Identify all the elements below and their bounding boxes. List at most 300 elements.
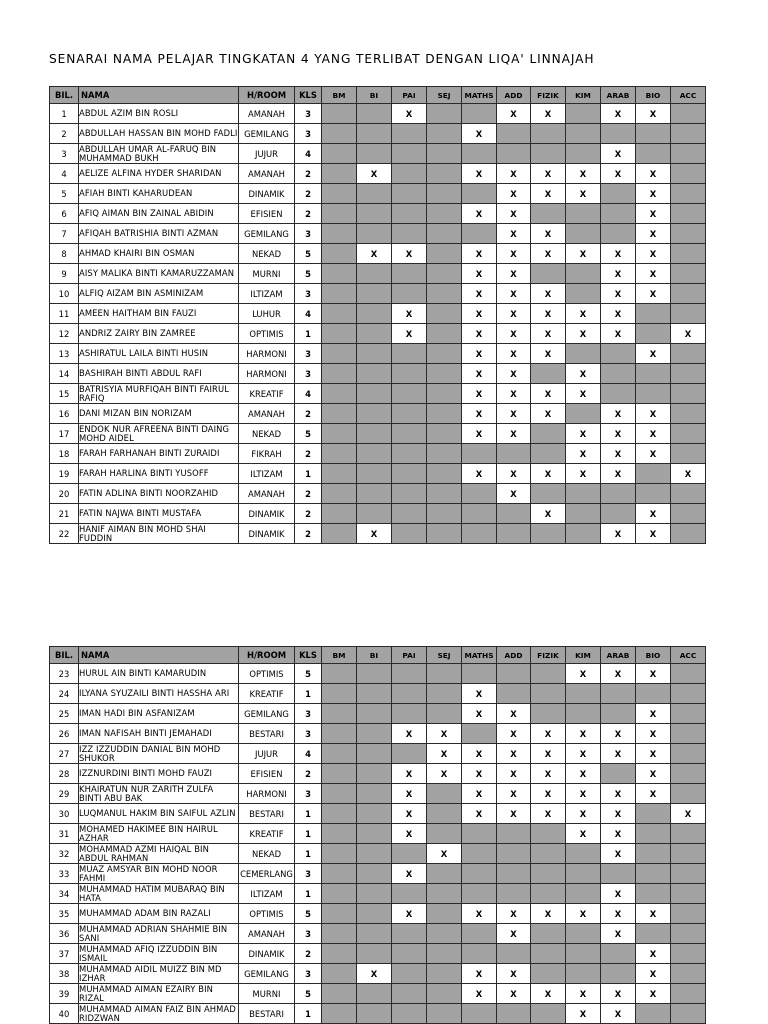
cell-sej: [427, 504, 462, 524]
cell-bio: [636, 684, 671, 704]
cell-kim: [566, 284, 601, 304]
cell-arab: X: [601, 844, 636, 864]
cell-acc: [671, 444, 706, 464]
cell-acc: [671, 704, 706, 724]
cell-bm: [322, 964, 357, 984]
cell-add: X: [497, 484, 531, 504]
cell-bio: X: [636, 404, 671, 424]
row-nama: FATIN ADLINA BINTI NOORZAHID: [79, 484, 239, 504]
cell-bi: [357, 504, 392, 524]
cell-arab: [601, 764, 636, 784]
row-room: GEMILANG: [239, 704, 295, 724]
cell-kim: X: [566, 464, 601, 484]
cell-acc: [671, 164, 706, 184]
cell-bm: [322, 684, 357, 704]
cell-kim: [566, 504, 601, 524]
cell-fizik: X: [531, 164, 566, 184]
row-room: GEMILANG: [239, 964, 295, 984]
cell-fizik: [531, 204, 566, 224]
table-row: [50, 244, 706, 264]
table-row: [50, 344, 706, 364]
cell-acc: [671, 184, 706, 204]
header-subject-arab: ARAB: [601, 647, 636, 664]
row-room: NEKAD: [239, 424, 295, 444]
row-bil: 33: [50, 864, 79, 884]
cell-arab: [601, 484, 636, 504]
row-kls: 2: [295, 504, 322, 524]
row-room: FIKRAH: [239, 444, 295, 464]
cell-bm: [322, 804, 357, 824]
cell-bm: [322, 264, 357, 284]
cell-add: X: [497, 404, 531, 424]
cell-acc: [671, 984, 706, 1004]
table-row: [50, 304, 706, 324]
table-row: [50, 984, 706, 1004]
cell-maths: X: [462, 464, 497, 484]
cell-kim: [566, 944, 601, 964]
cell-fizik: X: [531, 284, 566, 304]
cell-arab: [601, 964, 636, 984]
table-row: [50, 884, 706, 904]
row-nama: ASHIRATUL LAILA BINTI HUSIN: [79, 344, 239, 364]
table-row: [50, 464, 706, 484]
header-subject-pai: PAI: [392, 87, 427, 104]
cell-bi: X: [357, 244, 392, 264]
table-row: [50, 364, 706, 384]
cell-add: X: [497, 924, 531, 944]
row-kls: 1: [295, 324, 322, 344]
cell-bm: [322, 104, 357, 124]
header-subject-acc: ACC: [671, 87, 706, 104]
cell-acc: [671, 204, 706, 224]
header-subject-bm: BM: [322, 87, 357, 104]
table-row: [50, 944, 706, 964]
row-nama: BASHIRAH BINTI ABDUL RAFI: [79, 364, 239, 384]
cell-sej: [427, 784, 462, 804]
table-row: [50, 284, 706, 304]
row-bil: 26: [50, 724, 79, 744]
cell-sej: X: [427, 844, 462, 864]
cell-fizik: [531, 844, 566, 864]
row-bil: 39: [50, 984, 79, 1004]
cell-fizik: [531, 424, 566, 444]
cell-bi: [357, 204, 392, 224]
cell-arab: X: [601, 104, 636, 124]
cell-add: X: [497, 264, 531, 284]
cell-add: X: [497, 284, 531, 304]
row-kls: 2: [295, 444, 322, 464]
cell-sej: [427, 184, 462, 204]
cell-acc: [671, 404, 706, 424]
row-kls: 3: [295, 344, 322, 364]
cell-maths: X: [462, 284, 497, 304]
row-nama: ANDRIZ ZAIRY BIN ZAMREE: [79, 324, 239, 344]
cell-kim: X: [566, 304, 601, 324]
row-kls: 1: [295, 1004, 322, 1024]
row-bil: 18: [50, 444, 79, 464]
table-row: [50, 664, 706, 684]
table-row: [50, 864, 706, 884]
cell-bi: [357, 1004, 392, 1024]
cell-arab: X: [601, 884, 636, 904]
header-subject-bio: BIO: [636, 647, 671, 664]
row-room: GEMILANG: [239, 224, 295, 244]
cell-sej: [427, 804, 462, 824]
cell-fizik: X: [531, 244, 566, 264]
cell-bm: [322, 504, 357, 524]
cell-bi: [357, 304, 392, 324]
row-kls: 5: [295, 424, 322, 444]
row-kls: 2: [295, 164, 322, 184]
table-row: [50, 824, 706, 844]
row-bil: 5: [50, 184, 79, 204]
cell-arab: X: [601, 404, 636, 424]
cell-kim: X: [566, 244, 601, 264]
cell-arab: X: [601, 304, 636, 324]
cell-sej: [427, 264, 462, 284]
cell-maths: [462, 444, 497, 464]
cell-add: [497, 864, 531, 884]
cell-fizik: [531, 264, 566, 284]
header-room: H/ROOM: [239, 87, 295, 104]
row-room: DINAMIK: [239, 944, 295, 964]
cell-fizik: [531, 144, 566, 164]
table-row: [50, 724, 706, 744]
header-subject-sej: SEJ: [427, 647, 462, 664]
row-bil: 11: [50, 304, 79, 324]
cell-maths: X: [462, 684, 497, 704]
cell-acc: [671, 104, 706, 124]
cell-acc: [671, 344, 706, 364]
cell-acc: [671, 884, 706, 904]
header-subject-maths: MATHS: [462, 87, 497, 104]
row-bil: 29: [50, 784, 79, 804]
cell-acc: [671, 504, 706, 524]
cell-sej: [427, 824, 462, 844]
row-kls: 3: [295, 964, 322, 984]
cell-sej: [427, 864, 462, 884]
cell-arab: X: [601, 284, 636, 304]
cell-bio: X: [636, 664, 671, 684]
cell-kim: X: [566, 1004, 601, 1024]
header-nama: NAMA: [79, 87, 239, 104]
header-subject-kim: KIM: [566, 87, 601, 104]
cell-acc: [671, 284, 706, 304]
cell-pai: X: [392, 904, 427, 924]
row-room: HARMONI: [239, 364, 295, 384]
table-header-row: [50, 87, 706, 104]
cell-arab: X: [601, 144, 636, 164]
row-bil: 20: [50, 484, 79, 504]
cell-fizik: X: [531, 784, 566, 804]
row-nama: ABDUL AZIM BIN ROSLI: [79, 104, 239, 124]
cell-sej: [427, 704, 462, 724]
cell-bi: [357, 784, 392, 804]
header-nama: NAMA: [79, 647, 239, 664]
cell-bi: [357, 824, 392, 844]
row-room: CEMERLANG: [239, 864, 295, 884]
cell-arab: [601, 384, 636, 404]
cell-sej: [427, 324, 462, 344]
header-subject-fizik: FIZIK: [531, 647, 566, 664]
cell-sej: [427, 404, 462, 424]
cell-add: X: [497, 204, 531, 224]
cell-sej: [427, 1004, 462, 1024]
header-kls: KLS: [295, 647, 322, 664]
cell-sej: [427, 524, 462, 544]
cell-pai: X: [392, 824, 427, 844]
row-room: NEKAD: [239, 844, 295, 864]
cell-acc: [671, 364, 706, 384]
cell-bio: X: [636, 764, 671, 784]
cell-bio: [636, 924, 671, 944]
cell-maths: [462, 224, 497, 244]
cell-fizik: [531, 444, 566, 464]
cell-fizik: X: [531, 984, 566, 1004]
cell-bi: [357, 764, 392, 784]
cell-kim: [566, 524, 601, 544]
cell-bio: [636, 1004, 671, 1024]
row-bil: 12: [50, 324, 79, 344]
row-bil: 25: [50, 704, 79, 724]
cell-acc: [671, 944, 706, 964]
cell-fizik: [531, 864, 566, 884]
row-bil: 14: [50, 364, 79, 384]
cell-arab: X: [601, 744, 636, 764]
cell-bio: X: [636, 244, 671, 264]
row-kls: 3: [295, 724, 322, 744]
row-bil: 15: [50, 384, 79, 404]
cell-sej: [427, 164, 462, 184]
cell-pai: [392, 224, 427, 244]
header-bil: BIL.: [50, 87, 79, 104]
cell-fizik: [531, 664, 566, 684]
cell-bm: [322, 884, 357, 904]
cell-bi: [357, 684, 392, 704]
cell-kim: X: [566, 664, 601, 684]
cell-bm: [322, 304, 357, 324]
cell-bm: [322, 444, 357, 464]
row-nama: MOHAMED HAKIMEE BIN HAIRUL AZHAR: [79, 824, 239, 844]
row-nama: AMEEN HAITHAM BIN FAUZI: [79, 304, 239, 324]
cell-arab: X: [601, 444, 636, 464]
cell-maths: X: [462, 764, 497, 784]
cell-bi: [357, 864, 392, 884]
row-bil: 40: [50, 1004, 79, 1024]
cell-bi: [357, 664, 392, 684]
cell-bi: [357, 144, 392, 164]
row-room: AMANAH: [239, 924, 295, 944]
table-row: [50, 324, 706, 344]
cell-add: [497, 944, 531, 964]
cell-bio: [636, 384, 671, 404]
table-row: [50, 384, 706, 404]
header-subject-sej: SEJ: [427, 87, 462, 104]
cell-sej: [427, 384, 462, 404]
cell-kim: X: [566, 324, 601, 344]
cell-fizik: [531, 124, 566, 144]
cell-bio: [636, 844, 671, 864]
row-kls: 2: [295, 204, 322, 224]
cell-pai: [392, 404, 427, 424]
cell-arab: X: [601, 424, 636, 444]
row-nama: ABDULLAH HASSAN BIN MOHD FADLI: [79, 124, 239, 144]
cell-bio: X: [636, 284, 671, 304]
cell-bi: [357, 364, 392, 384]
row-kls: 2: [295, 944, 322, 964]
cell-maths: X: [462, 324, 497, 344]
cell-bi: [357, 404, 392, 424]
row-nama: IMAN HADI BIN ASFANIZAM: [79, 704, 239, 724]
cell-bm: [322, 924, 357, 944]
cell-pai: [392, 164, 427, 184]
row-bil: 1: [50, 104, 79, 124]
row-kls: 4: [295, 384, 322, 404]
row-room: GEMILANG: [239, 124, 295, 144]
cell-add: [497, 664, 531, 684]
cell-bio: X: [636, 984, 671, 1004]
table-row: [50, 504, 706, 524]
cell-fizik: X: [531, 384, 566, 404]
cell-arab: [601, 684, 636, 704]
cell-fizik: X: [531, 324, 566, 344]
row-nama: AFIAH BINTI KAHARUDEAN: [79, 184, 239, 204]
cell-bi: [357, 324, 392, 344]
cell-pai: [392, 424, 427, 444]
cell-bio: X: [636, 424, 671, 444]
cell-pai: [392, 504, 427, 524]
row-room: AMANAH: [239, 404, 295, 424]
cell-maths: X: [462, 364, 497, 384]
cell-arab: X: [601, 984, 636, 1004]
cell-bm: [322, 944, 357, 964]
cell-pai: [392, 444, 427, 464]
table-row: [50, 704, 706, 724]
row-nama: FARAH HARLINA BINTI YUSOFF: [79, 464, 239, 484]
cell-fizik: [531, 884, 566, 904]
row-room: AMANAH: [239, 164, 295, 184]
row-bil: 31: [50, 824, 79, 844]
header-subject-bio: BIO: [636, 87, 671, 104]
cell-maths: [462, 504, 497, 524]
row-nama: AHMAD KHAIRI BIN OSMAN: [79, 244, 239, 264]
cell-arab: X: [601, 784, 636, 804]
row-kls: 3: [295, 104, 322, 124]
row-kls: 3: [295, 924, 322, 944]
cell-bio: X: [636, 904, 671, 924]
cell-arab: [601, 944, 636, 964]
header-subject-acc: ACC: [671, 647, 706, 664]
cell-maths: X: [462, 164, 497, 184]
cell-bm: [322, 904, 357, 924]
cell-sej: [427, 884, 462, 904]
cell-acc: [671, 264, 706, 284]
row-nama: MUHAMMAD AIMAN FAIZ BIN AHMAD RIDZWAN: [79, 1004, 239, 1024]
cell-pai: [392, 744, 427, 764]
cell-arab: X: [601, 804, 636, 824]
table-row: [50, 784, 706, 804]
row-bil: 7: [50, 224, 79, 244]
row-kls: 3: [295, 284, 322, 304]
cell-bi: [357, 424, 392, 444]
row-nama: AFIQ AIMAN BIN ZAINAL ABIDIN: [79, 204, 239, 224]
row-kls: 3: [295, 364, 322, 384]
cell-add: X: [497, 224, 531, 244]
cell-pai: X: [392, 764, 427, 784]
cell-add: X: [497, 424, 531, 444]
row-nama: FARAH FARHANAH BINTI ZURAIDI: [79, 444, 239, 464]
cell-maths: [462, 184, 497, 204]
row-room: AMANAH: [239, 104, 295, 124]
cell-bi: [357, 284, 392, 304]
row-nama: MUHAMMAD ADRIAN SHAHMIE BIN SANI: [79, 924, 239, 944]
row-kls: 5: [295, 264, 322, 284]
cell-kim: X: [566, 424, 601, 444]
cell-bm: [322, 404, 357, 424]
cell-bi: [357, 944, 392, 964]
cell-kim: [566, 264, 601, 284]
cell-maths: X: [462, 244, 497, 264]
cell-maths: [462, 1004, 497, 1024]
row-room: BESTARI: [239, 1004, 295, 1024]
cell-bm: [322, 224, 357, 244]
cell-maths: [462, 884, 497, 904]
cell-fizik: [531, 524, 566, 544]
student-table-1: [49, 86, 706, 544]
cell-pai: [392, 704, 427, 724]
cell-kim: [566, 144, 601, 164]
row-room: KREATIF: [239, 824, 295, 844]
cell-add: [497, 844, 531, 864]
cell-bm: [322, 704, 357, 724]
cell-bio: [636, 864, 671, 884]
cell-acc: [671, 964, 706, 984]
cell-bm: [322, 744, 357, 764]
cell-acc: [671, 224, 706, 244]
row-nama: ILYANA SYUZAILI BINTI HASSHA ARI: [79, 684, 239, 704]
cell-maths: X: [462, 704, 497, 724]
cell-pai: [392, 664, 427, 684]
row-room: BESTARI: [239, 804, 295, 824]
row-room: LUHUR: [239, 304, 295, 324]
cell-bio: X: [636, 744, 671, 764]
cell-maths: [462, 824, 497, 844]
cell-sej: [427, 964, 462, 984]
cell-bm: [322, 144, 357, 164]
cell-bm: [322, 284, 357, 304]
row-bil: 22: [50, 524, 79, 544]
cell-acc: [671, 864, 706, 884]
row-bil: 36: [50, 924, 79, 944]
table-row: [50, 904, 706, 924]
cell-maths: X: [462, 124, 497, 144]
row-nama: ALFIQ AIZAM BIN ASMINIZAM: [79, 284, 239, 304]
table-row: [50, 744, 706, 764]
row-room: NEKAD: [239, 244, 295, 264]
row-nama: HANIF AIMAN BIN MOHD SHAI FUDDIN: [79, 524, 239, 544]
cell-fizik: X: [531, 344, 566, 364]
cell-kim: X: [566, 724, 601, 744]
cell-bio: X: [636, 784, 671, 804]
cell-bio: [636, 464, 671, 484]
cell-maths: X: [462, 984, 497, 1004]
cell-bm: [322, 1004, 357, 1024]
header-bil: BIL.: [50, 647, 79, 664]
cell-acc: [671, 844, 706, 864]
row-nama: MUHAMMAD ADAM BIN RAZALI: [79, 904, 239, 924]
cell-bm: [322, 844, 357, 864]
cell-arab: X: [601, 724, 636, 744]
